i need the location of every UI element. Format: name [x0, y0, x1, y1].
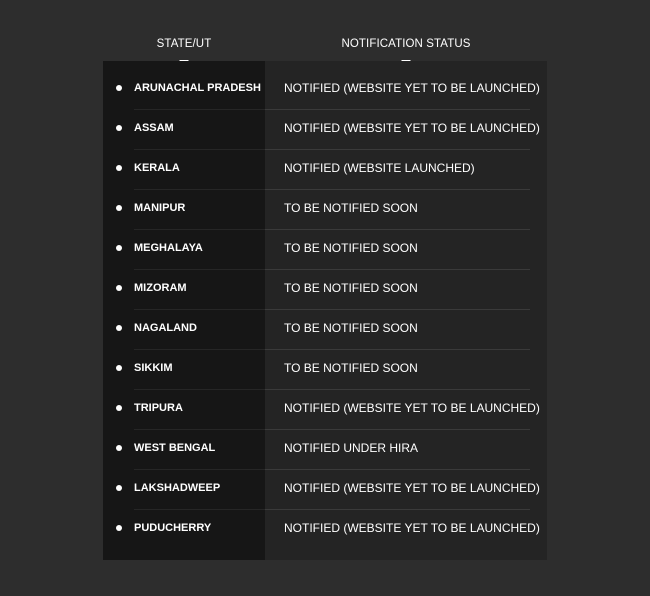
bullet-dot-icon [116, 445, 122, 451]
state-name: ASSAM [134, 122, 174, 134]
column-header-state[interactable] [103, 38, 265, 50]
table-row [103, 501, 547, 541]
table-row [103, 421, 547, 461]
bullet-dot-icon [116, 285, 122, 291]
bullet-dot-icon [116, 125, 122, 131]
table-row [103, 221, 547, 261]
bullet-dot-icon [116, 485, 122, 491]
column-header-state-label: STATE/UT [156, 38, 212, 50]
table-row [103, 61, 547, 101]
table-row [103, 261, 547, 301]
notification-status: NOTIFIED (WEBSITE YET TO BE LAUNCHED) [284, 521, 540, 535]
table-row [103, 141, 547, 181]
state-name: SIKKIM [134, 362, 173, 374]
notification-status: NOTIFIED (WEBSITE LAUNCHED) [284, 161, 475, 175]
notification-status: TO BE NOTIFIED SOON [284, 321, 418, 335]
bullet-dot-icon [116, 405, 122, 411]
notification-status-table [103, 61, 547, 560]
state-name: TRIPURA [134, 402, 183, 414]
notification-status: TO BE NOTIFIED SOON [284, 281, 418, 295]
bullet-dot-icon [116, 365, 122, 371]
bullet-dot-icon [116, 325, 122, 331]
table-row [103, 341, 547, 381]
bullet-dot-icon [116, 205, 122, 211]
bullet-dot-icon [116, 245, 122, 251]
notification-status: NOTIFIED (WEBSITE YET TO BE LAUNCHED) [284, 81, 540, 95]
state-name: ARUNACHAL PRADESH [134, 82, 261, 94]
bullet-dot-icon [116, 85, 122, 91]
state-name: MIZORAM [134, 282, 187, 294]
state-name: MANIPUR [134, 202, 186, 214]
table-row [103, 461, 547, 501]
notification-status: NOTIFIED (WEBSITE YET TO BE LAUNCHED) [284, 121, 540, 135]
state-name: WEST BENGAL [134, 442, 216, 454]
notification-status: NOTIFIED (WEBSITE YET TO BE LAUNCHED) [284, 401, 540, 415]
notification-status: NOTIFIED UNDER HIRA [284, 441, 419, 455]
state-name: NAGALAND [134, 322, 197, 334]
notification-status: TO BE NOTIFIED SOON [284, 201, 418, 215]
column-header-status-label: NOTIFICATION STATUS [341, 38, 471, 50]
state-name: MEGHALAYA [134, 242, 203, 254]
state-name: PUDUCHERRY [134, 522, 212, 534]
table-row [103, 101, 547, 141]
notification-status: TO BE NOTIFIED SOON [284, 361, 418, 375]
table-row [103, 301, 547, 341]
notification-status: TO BE NOTIFIED SOON [284, 241, 418, 255]
table-row [103, 381, 547, 421]
bullet-dot-icon [116, 165, 122, 171]
notification-status: NOTIFIED (WEBSITE YET TO BE LAUNCHED) [284, 481, 540, 495]
table-row [103, 181, 547, 221]
bullet-dot-icon [116, 525, 122, 531]
state-name: KERALA [134, 162, 180, 174]
column-header-status[interactable] [265, 38, 547, 50]
state-name: LAKSHADWEEP [134, 482, 221, 494]
